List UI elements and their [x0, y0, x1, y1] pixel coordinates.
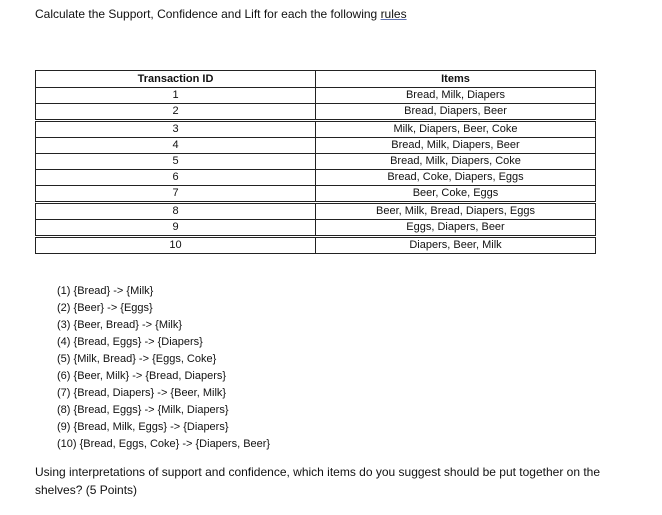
- transaction-id-cell: 4: [36, 138, 316, 154]
- table-row: [36, 220, 596, 237]
- rule-item: [57, 385, 270, 402]
- transaction-id-cell: 6: [36, 170, 316, 186]
- rule-text: {Bread, Diapers} -> {Beer, Milk}: [73, 387, 227, 399]
- rule-number: (9): [57, 421, 71, 433]
- items-cell: Bread, Coke, Diapers, Eggs: [316, 170, 596, 186]
- table-row: [36, 170, 596, 186]
- instruction-heading: [35, 6, 407, 22]
- items-cell: Eggs, Diapers, Beer: [316, 220, 596, 237]
- table-row: [36, 186, 596, 203]
- table-header-row: [36, 71, 596, 88]
- items-cell: Milk, Diapers, Beer, Coke: [316, 121, 596, 138]
- table-row: [36, 121, 596, 138]
- rule-text: {Bread, Eggs} -> {Diapers}: [73, 336, 203, 348]
- rule-text: {Beer, Bread} -> {Milk}: [73, 319, 183, 331]
- rule-text: {Bread, Milk, Eggs} -> {Diapers}: [73, 421, 229, 433]
- rule-item: [57, 334, 270, 351]
- rule-number: (4): [57, 336, 71, 348]
- rule-text: {Bread} -> {Milk}: [73, 285, 154, 297]
- column-header-items: Items: [316, 71, 596, 88]
- heading-underlined-word: rules: [380, 7, 407, 21]
- transaction-id-cell: 5: [36, 154, 316, 170]
- table-row: [36, 203, 596, 220]
- transaction-id-cell: 2: [36, 104, 316, 121]
- rule-number: (5): [57, 353, 71, 365]
- transaction-id-cell: 7: [36, 186, 316, 203]
- transaction-id-cell: 8: [36, 203, 316, 220]
- table-row: [36, 237, 596, 254]
- rule-text: {Bread, Eggs} -> {Milk, Diapers}: [73, 404, 229, 416]
- items-cell: Beer, Milk, Bread, Diapers, Eggs: [316, 203, 596, 220]
- table-row: [36, 154, 596, 170]
- rules-list: [57, 283, 270, 453]
- rule-number: (2): [57, 302, 71, 314]
- rule-item: [57, 436, 270, 453]
- items-cell: Diapers, Beer, Milk: [316, 237, 596, 254]
- transaction-id-cell: 3: [36, 121, 316, 138]
- table-row: [36, 104, 596, 121]
- column-header-transaction-id: Transaction ID: [36, 71, 316, 88]
- items-cell: Bread, Milk, Diapers, Coke: [316, 154, 596, 170]
- rule-text: {Bread, Eggs, Coke} -> {Diapers, Beer}: [79, 438, 271, 450]
- rule-item: [57, 368, 270, 385]
- rule-text: {Beer, Milk} -> {Bread, Diapers}: [73, 370, 227, 382]
- rule-number: (1): [57, 285, 71, 297]
- rule-item: [57, 351, 270, 368]
- table-row: [36, 138, 596, 154]
- transaction-id-cell: 9: [36, 220, 316, 237]
- rule-item: [57, 419, 270, 436]
- rule-number: (10): [57, 438, 77, 450]
- rule-number: (3): [57, 319, 71, 331]
- items-cell: Beer, Coke, Eggs: [316, 186, 596, 203]
- rule-item: [57, 300, 270, 317]
- rule-item: [57, 283, 270, 300]
- transactions-table: [35, 70, 596, 254]
- rule-number: (7): [57, 387, 71, 399]
- transaction-id-cell: 1: [36, 88, 316, 104]
- items-cell: Bread, Diapers, Beer: [316, 104, 596, 121]
- rule-item: [57, 402, 270, 419]
- question-text: Using interpretations of support and confidence, which items do you suggest should be put together on the shelves? (5 Points): [35, 465, 601, 497]
- rule-number: (8): [57, 404, 71, 416]
- items-cell: Bread, Milk, Diapers: [316, 88, 596, 104]
- table-row: [36, 88, 596, 104]
- rule-text: {Beer} -> {Eggs}: [73, 302, 153, 314]
- heading-text: Calculate the Support, Confidence and Lift for each the following: [35, 7, 378, 21]
- rule-number: (6): [57, 370, 71, 382]
- transaction-id-cell: 10: [36, 237, 316, 254]
- rule-item: [57, 317, 270, 334]
- items-cell: Bread, Milk, Diapers, Beer: [316, 138, 596, 154]
- rule-text: {Milk, Bread} -> {Eggs, Coke}: [73, 353, 217, 365]
